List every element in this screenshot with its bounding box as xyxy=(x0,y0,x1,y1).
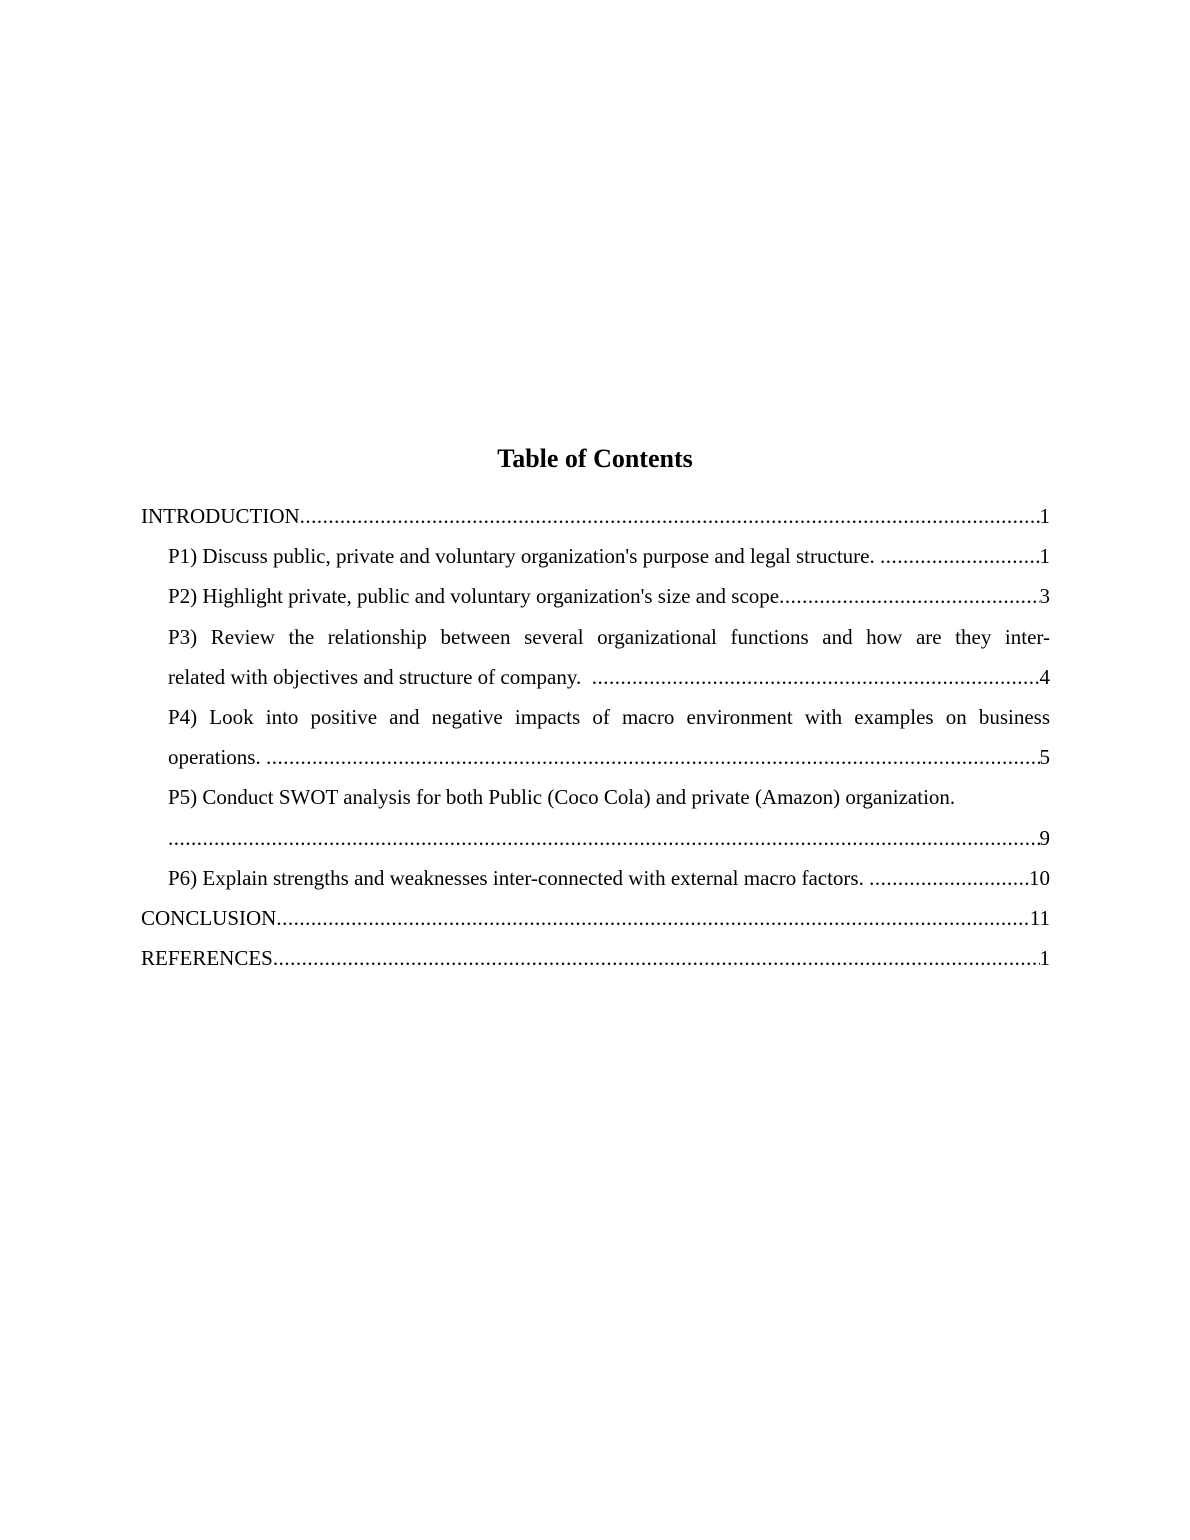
toc-entry-p4-line2[interactable] xyxy=(141,737,1050,777)
dot-leader xyxy=(276,898,1029,938)
toc-entry-conclusion[interactable] xyxy=(141,898,1050,938)
toc-entry-p3-line2[interactable] xyxy=(141,657,1050,697)
toc-entry-p3-line1[interactable] xyxy=(141,617,1050,657)
toc-page-number: 1 xyxy=(1039,544,1050,569)
dot-leader xyxy=(592,657,1040,697)
dot-leader xyxy=(779,576,1039,616)
toc-page-number: 10 xyxy=(1029,865,1050,890)
toc-entry-text: P3) Review the relationship between several organizational functions and how are they inter- xyxy=(168,624,1050,649)
toc-entry-introduction[interactable] xyxy=(141,496,1050,536)
toc-entry-p4-line1[interactable] xyxy=(141,697,1050,737)
toc-page-number: 4 xyxy=(1039,664,1050,689)
toc-entry-text: P5) Conduct SWOT analysis for both Public (Coco Cola) and private (Amazon) organization. xyxy=(168,785,956,810)
toc-entry-text: REFERENCES xyxy=(141,946,273,971)
toc-page-number: 1 xyxy=(1039,504,1050,528)
toc-page-number: 3 xyxy=(1039,584,1050,609)
dot-leader xyxy=(266,737,1040,777)
toc-page-number: 11 xyxy=(1029,905,1050,930)
dot-leader xyxy=(300,496,1040,536)
table-of-contents xyxy=(141,496,1050,978)
toc-entry-references[interactable] xyxy=(141,938,1050,978)
dot-leader xyxy=(869,858,1029,898)
toc-entry-p1[interactable] xyxy=(141,536,1050,576)
toc-title: Table of Contents xyxy=(497,444,693,473)
dot-leader xyxy=(273,938,1040,978)
toc-entry-text: related with objectives and structure of company. xyxy=(168,664,592,689)
toc-entry-p5-line2[interactable] xyxy=(141,818,1050,858)
toc-entry-text: P6) Explain strengths and weaknesses inter-connected with external macro factors. xyxy=(168,865,870,890)
toc-entry-text: INTRODUCTION xyxy=(141,504,300,528)
toc-entry-text: CONCLUSION xyxy=(141,905,277,930)
toc-entry-p5-line1[interactable] xyxy=(141,777,1050,817)
toc-page-number: 5 xyxy=(1039,745,1050,770)
toc-entry-p2[interactable] xyxy=(141,576,1050,616)
dot-leader xyxy=(880,536,1040,576)
toc-entry-text: operations. xyxy=(168,745,266,770)
toc-entry-text: P4) Look into positive and negative impacts of macro environment with examples on business xyxy=(168,704,1050,729)
dot-leader xyxy=(168,818,1040,858)
toc-entry-text: P2) Highlight private, public and voluntary organization's size and scope xyxy=(168,584,780,609)
toc-page-number: 1 xyxy=(1039,946,1050,971)
toc-entry-p6[interactable] xyxy=(141,858,1050,898)
toc-entry-text: P1) Discuss public, private and voluntary organization's purpose and legal structure. xyxy=(168,544,880,569)
toc-page-number: 9 xyxy=(1039,825,1050,850)
